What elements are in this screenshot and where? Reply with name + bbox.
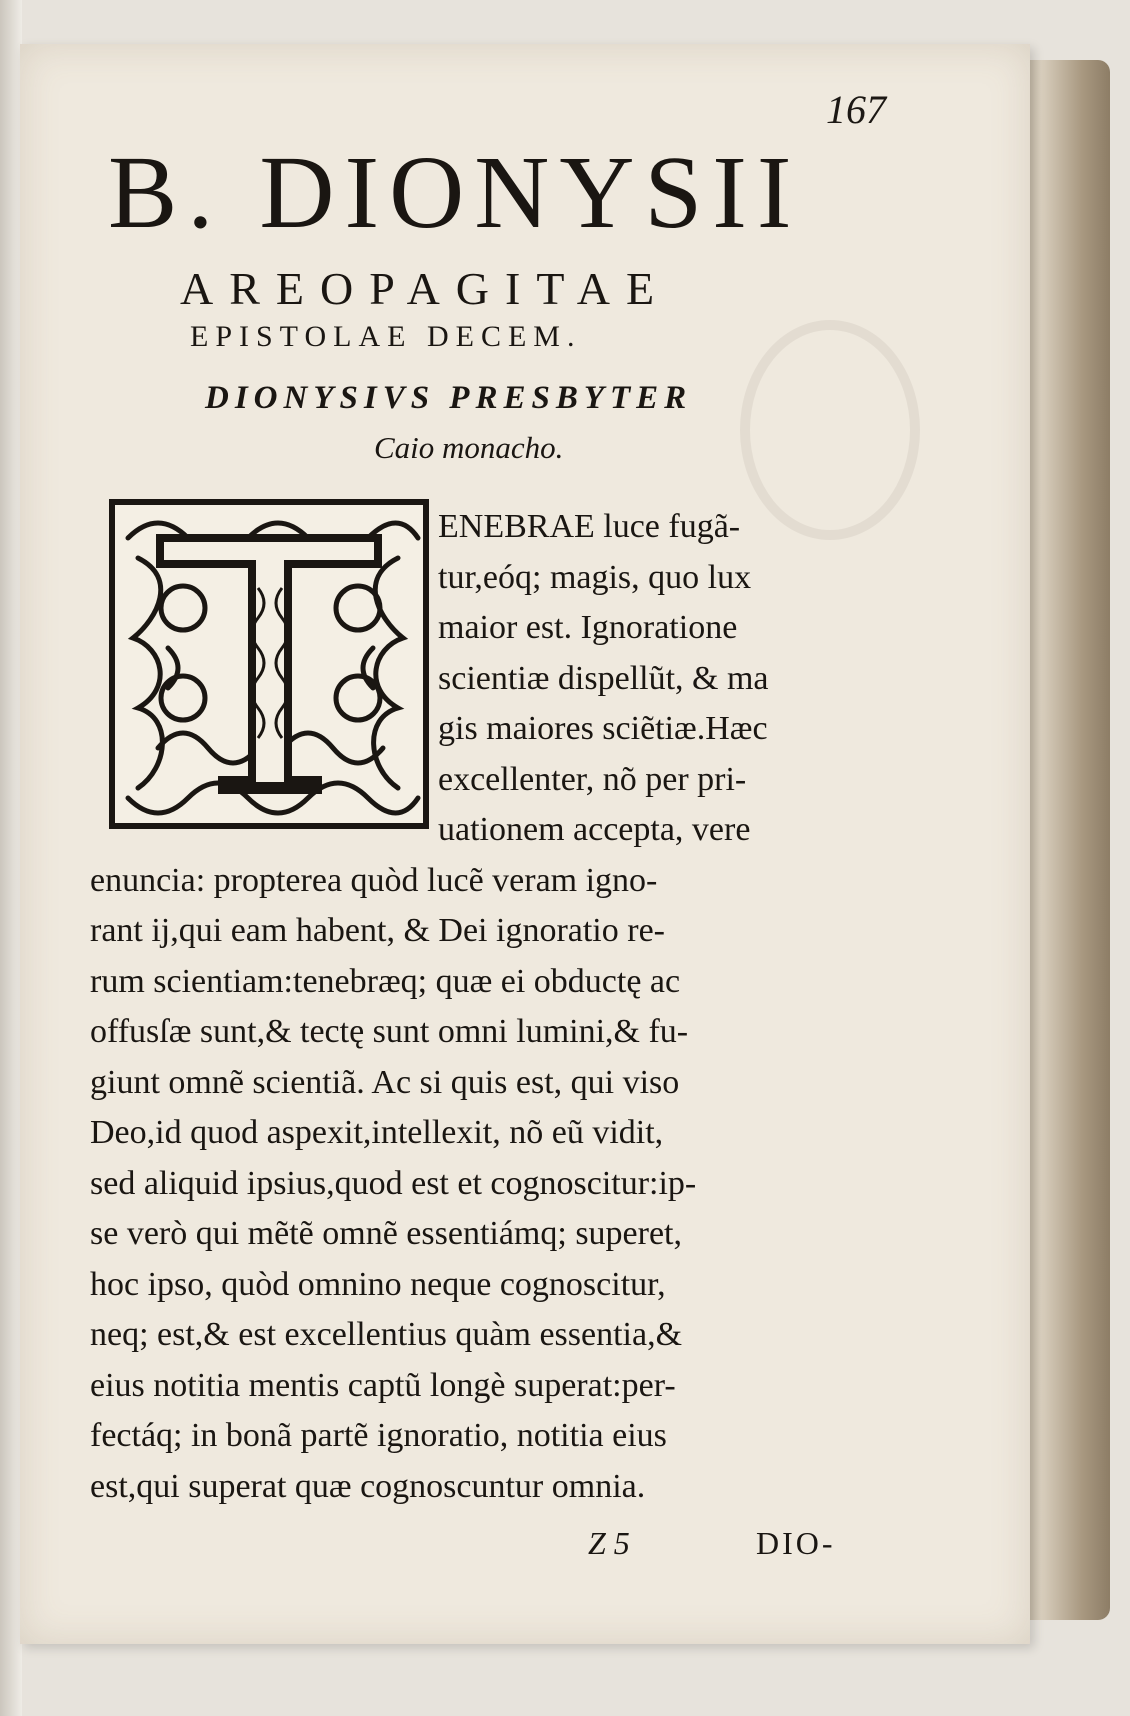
epistle-heading: DIONYSIVS PRESBYTER: [205, 380, 693, 416]
title-sub: AREOPAGITAE: [180, 263, 671, 314]
text-line: eius notitia mentis captũ longè superat:per-: [90, 1366, 676, 1404]
text-line: offusſæ sunt,& tectę sunt omni lumini,& fu-: [90, 1013, 689, 1050]
text-line: sed aliquid ipsius,quod est et cognoscitur:ip-: [90, 1164, 697, 1202]
text-line: Deo,id quod aspexit,intellexit, nõ eũ vidit,: [90, 1114, 664, 1151]
page-number: 167: [826, 87, 886, 132]
text-line: uationem accepta, vere: [438, 811, 751, 848]
book-spine: [0, 0, 22, 1716]
epistle-body: [90, 502, 880, 1512]
text-line: excellenter, nõ per pri-: [438, 760, 747, 798]
book-fore-edge: [1018, 60, 1110, 1620]
text-line: rum scientiam:tenebræq; quæ ei obductę ac: [90, 962, 681, 1000]
catchword: DIO-: [756, 1525, 836, 1561]
signature-mark: Z 5: [588, 1525, 630, 1561]
text-line: gis maiores sciẽtiæ.Hæc: [438, 710, 768, 747]
text-line: rant ij,qui eam habent, & Dei ignoratio re-: [90, 912, 665, 949]
epistle-addressee: Caio monacho.: [374, 430, 564, 465]
text-line: hoc ipso, quòd omnino neque cognoscitur,: [90, 1265, 666, 1303]
text-line: scientiæ dispellũt, & ma: [438, 659, 769, 697]
text-line: giunt omnẽ scientiã. Ac si quis est, qui viso: [90, 1063, 680, 1101]
text-line: neq; est,& est excellentius quàm essentia,&: [90, 1316, 683, 1353]
text-line: se verò qui mẽtẽ omnẽ essentiámq; superet,: [90, 1215, 682, 1252]
text-line: ENEBRAE luce fugã-: [438, 508, 741, 545]
text-line: fectáq; in bonã partẽ ignoratio, notitia eius: [90, 1417, 667, 1454]
title-main: B. DIONYSII: [108, 135, 802, 250]
text-line: maior est. Ignoratione: [438, 609, 738, 646]
title-subtitle: EPISTOLAE DECEM.: [190, 320, 582, 353]
text-line: enuncia: propterea quòd lucẽ veram igno-: [90, 861, 658, 899]
text-line: tur,eóq; magis, quo lux: [438, 558, 752, 596]
text-line: est,qui superat quæ cognoscuntur omnia.: [90, 1467, 646, 1505]
